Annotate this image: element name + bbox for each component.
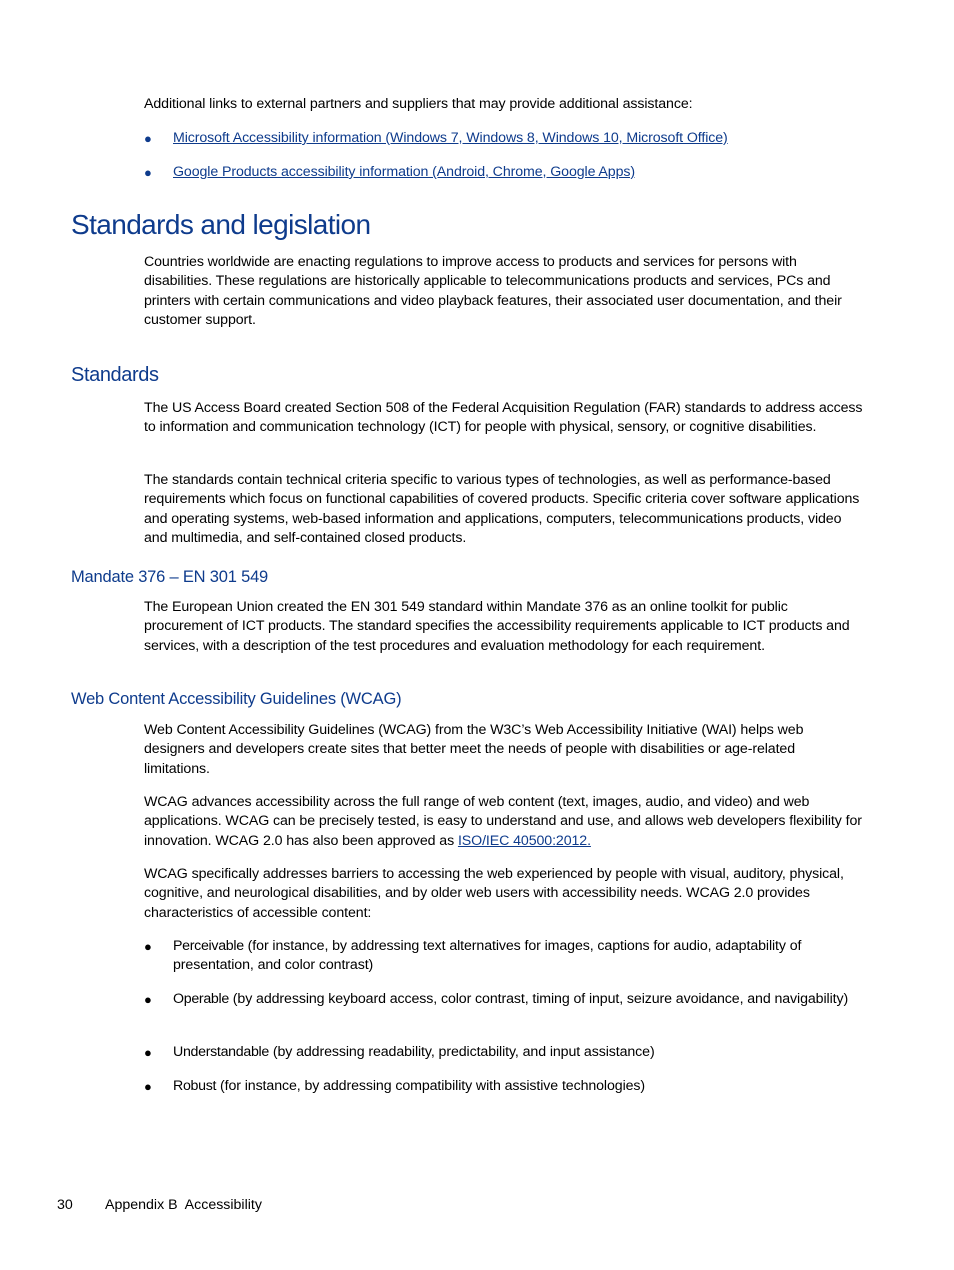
standards-legislation-paragraph: Countries worldwide are enacting regulations to improve access to products and services for persons with disabilities. These regulations are historically applicable to telecommunications products and services, PCs and printers with certain communications and video playback features, their associated user documentation, and their customer support. bbox=[144, 254, 842, 329]
bullet-dot-icon: ● bbox=[144, 165, 152, 180]
wcag-paragraph-3: WCAG specifically addresses barriers to accessing the web experienced by people with visual, auditory, physical, cognitive, and neurological disabilities, and by older web users with accessibility needs. WCAG 2.0 provides characteristics of accessible content: bbox=[144, 866, 844, 921]
wcag-paragraph-2-text: WCAG advances accessibility across the full range of web content (text, images, audio, and video) and web applications. WCAG can be precisely tested, is easy to understand and use, and allows web developers flexibility for innovation. WCAG 2.0 has also been approved as bbox=[144, 794, 862, 849]
standards-paragraph-2: The standards contain technical criteria specific to various types of technologies, as well as performance-based requirements which focus on functional capabilities of covered products. Specific criteria cover software applications and operating systems, web-based information and applications, computers, telecommunications products, video and multimedia, and self-contained closed products. bbox=[144, 472, 860, 547]
bullet-text bbox=[173, 1043, 863, 1062]
bullet-dot-icon: ● bbox=[144, 939, 152, 954]
bullet-dot-icon: ● bbox=[144, 131, 152, 146]
microsoft-accessibility-link[interactable]: Microsoft Accessibility information (Windows 7, Windows 8, Windows 10, Microsoft Office) bbox=[173, 130, 728, 146]
intro-paragraph: Additional links to external partners and suppliers that may provide additional assistance: bbox=[144, 96, 693, 112]
term-operable: Operable bbox=[173, 991, 229, 1007]
term-description: (for instance, by addressing text alternatives for images, captions for audio, adaptability of presentation, and color contrast) bbox=[173, 938, 802, 974]
bullet-dot-icon: ● bbox=[144, 992, 152, 1007]
mandate-heading: Mandate 376 – EN 301 549 bbox=[71, 568, 269, 586]
wcag-paragraph-1: Web Content Accessibility Guidelines (WCAG) from the W3C’s Web Accessibility Initiative (WAI) helps web designers and developers create sites that better meet the needs of people with disabilities or age-related limitations. bbox=[144, 722, 804, 777]
google-accessibility-link[interactable]: Google Products accessibility information (Android, Chrome, Google Apps) bbox=[173, 164, 635, 180]
bullet-dot-icon: ● bbox=[144, 1045, 152, 1060]
standards-heading: Standards bbox=[71, 364, 159, 386]
iso-iec-link[interactable]: ISO/IEC 40500:2012. bbox=[457, 832, 591, 849]
standards-legislation-heading: Standards and legislation bbox=[71, 209, 371, 240]
bullet-text bbox=[173, 937, 863, 976]
mandate-paragraph: The European Union created the EN 301 549 standard within Mandate 376 as an online toolkit for public procurement of ICT products. The standard specifies the accessibility requirements applicable to ICT products and services, with a description of the test procedures and evaluation methodology for each requirement. bbox=[144, 599, 850, 654]
wcag-paragraph-2 bbox=[144, 793, 864, 851]
term-description: (by addressing readability, predictability, and input assistance) bbox=[268, 1044, 655, 1060]
term-robust: Robust bbox=[173, 1078, 217, 1094]
bullet-text bbox=[173, 990, 863, 1009]
term-description: (for instance, by addressing compatibility with assistive technologies) bbox=[216, 1078, 646, 1094]
bullet-dot-icon: ● bbox=[144, 1079, 152, 1094]
bullet-text bbox=[173, 1077, 863, 1096]
page-number: 30 bbox=[57, 1197, 73, 1213]
footer-section-label: Appendix B Accessibility bbox=[105, 1197, 262, 1213]
standards-paragraph-1: The US Access Board created Section 508 of the Federal Acquisition Regulation (FAR) standards to address access to information and communication technology (ICT) for people with physical, sensory, or cognitive disabilities. bbox=[144, 400, 863, 436]
term-understandable: Understandable bbox=[173, 1044, 269, 1060]
wcag-heading: Web Content Accessibility Guidelines (WCAG) bbox=[71, 690, 402, 708]
term-description: (by addressing keyboard access, color contrast, timing of input, seizure avoidance, and navigability) bbox=[228, 991, 849, 1007]
term-perceivable: Perceivable bbox=[173, 938, 244, 954]
